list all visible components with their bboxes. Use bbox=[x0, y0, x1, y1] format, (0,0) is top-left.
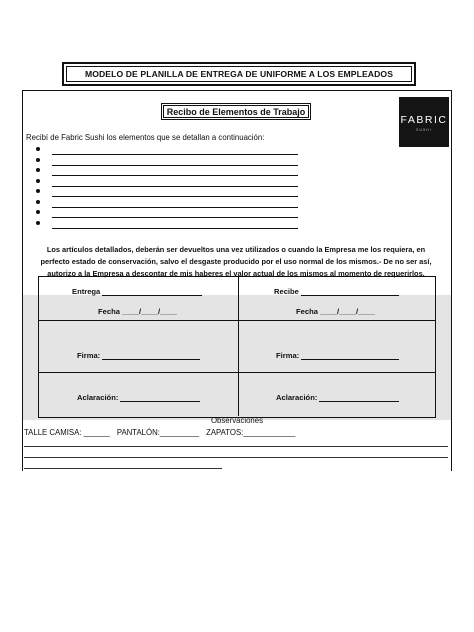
document-title-box bbox=[62, 62, 416, 86]
recibe-firma-label: Firma: bbox=[276, 351, 300, 360]
signature-table-divider bbox=[238, 276, 239, 416]
entrega-fecha[interactable]: Fecha ____/____/____ bbox=[98, 307, 177, 316]
item-line[interactable] bbox=[36, 166, 298, 176]
bullet-icon bbox=[36, 189, 40, 193]
fabric-logo bbox=[399, 97, 449, 147]
notice-line: autorizo a la Empresa a descontar de mis haberes el valor actual de los mismos al momento de requerirlos. bbox=[47, 269, 425, 278]
entrega-firma-label: Firma: bbox=[77, 351, 101, 360]
signature-row-divider bbox=[38, 372, 435, 373]
item-line[interactable] bbox=[36, 145, 298, 155]
item-line[interactable] bbox=[36, 177, 298, 187]
item-line[interactable] bbox=[36, 208, 298, 218]
logo-subtitle: SUSHI bbox=[416, 128, 432, 132]
bullet-icon bbox=[36, 200, 40, 204]
observaciones-line[interactable] bbox=[24, 457, 448, 458]
logo-name: FABRIC bbox=[400, 114, 448, 126]
entrega-firma-field[interactable] bbox=[77, 351, 200, 360]
intro-text: Recibí de Fabric Sushi los elementos que se detallan a continuación: bbox=[26, 133, 265, 142]
observaciones-line[interactable] bbox=[24, 468, 222, 469]
zapatos-field[interactable]: ZAPATOS:____________ bbox=[206, 428, 296, 437]
entrega-field[interactable] bbox=[72, 287, 202, 296]
pantalon-field[interactable]: PANTALÓN:_________ bbox=[116, 428, 199, 437]
entrega-label: Entrega bbox=[72, 287, 101, 296]
item-line[interactable] bbox=[36, 156, 298, 166]
recibe-fecha[interactable]: Fecha ____/____/____ bbox=[296, 307, 375, 316]
section-title-box bbox=[161, 103, 311, 120]
sizes-line bbox=[24, 428, 300, 437]
bullet-icon bbox=[36, 147, 40, 151]
bullet-icon bbox=[36, 210, 40, 214]
section-title: Recibo de Elementos de Trabajo bbox=[163, 105, 309, 118]
bullet-icon bbox=[36, 221, 40, 225]
recibe-aclaracion-field[interactable] bbox=[276, 393, 399, 402]
signature-row-divider bbox=[38, 320, 435, 321]
recibe-field[interactable] bbox=[274, 287, 399, 296]
bullet-icon bbox=[36, 168, 40, 172]
bullet-icon bbox=[36, 179, 40, 183]
entrega-aclaracion-label: Aclaración: bbox=[77, 393, 119, 402]
notice-line: perfecto estado de conservación, salvo el desgaste producido por el uso normal de los mismos.- De no ser así, bbox=[40, 257, 432, 266]
recibe-aclaracion-label: Aclaración: bbox=[276, 393, 318, 402]
observaciones-label: Observaciones bbox=[210, 416, 263, 425]
talle-camisa-field[interactable]: TALLE CAMISA: ______ bbox=[24, 428, 110, 437]
item-line[interactable] bbox=[36, 187, 298, 197]
return-notice bbox=[28, 244, 444, 280]
item-line[interactable] bbox=[36, 219, 298, 229]
notice-line: Los artículos detallados, deberán ser devueltos una vez utilizados o cuando la Empresa me los requiera, en bbox=[46, 245, 426, 254]
observaciones-line[interactable] bbox=[24, 446, 448, 447]
bullet-icon bbox=[36, 158, 40, 162]
recibe-label: Recibe bbox=[274, 287, 299, 296]
item-line[interactable] bbox=[36, 198, 298, 208]
item-blank[interactable] bbox=[52, 228, 298, 229]
entrega-aclaracion-field[interactable] bbox=[77, 393, 200, 402]
document-title: MODELO DE PLANILLA DE ENTREGA DE UNIFORME A LOS EMPLEADOS bbox=[66, 66, 412, 82]
recibe-firma-field[interactable] bbox=[276, 351, 399, 360]
